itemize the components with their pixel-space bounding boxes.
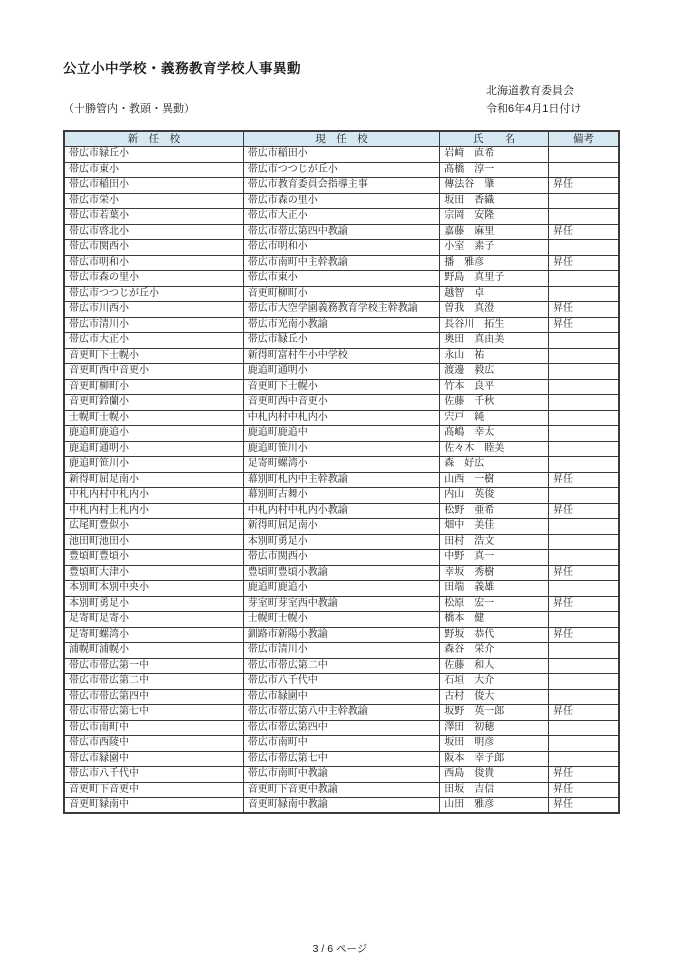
table-cell: 曽我 真澄 (440, 302, 549, 318)
table-cell: 音更町下音更中教諭 (243, 782, 439, 798)
table-cell: 帯広市西陵中 (64, 736, 243, 752)
table-row (64, 348, 619, 364)
table-cell: 帯広市帯広第二中 (64, 674, 243, 690)
table-cell: 昇任 (548, 317, 619, 333)
table-row (64, 317, 619, 333)
table-cell: 豊頃町豊頃小 (64, 550, 243, 566)
table-cell (548, 193, 619, 209)
table-cell: 新得町屈足南小 (64, 472, 243, 488)
table-row (64, 426, 619, 442)
table-cell: 昇任 (548, 224, 619, 240)
table-cell (548, 426, 619, 442)
table-row (64, 488, 619, 504)
table-row (64, 782, 619, 798)
table-cell: 中野 真一 (440, 550, 549, 566)
table-row (64, 798, 619, 814)
effective-date: 令和6年4月1日付け (486, 103, 582, 115)
table-cell (548, 333, 619, 349)
table-cell: 音更町下音更中 (64, 782, 243, 798)
column-header: 氏 名 (440, 131, 549, 147)
table-cell: 宍戸 純 (440, 410, 549, 426)
table-cell: 佐々木 睦美 (440, 441, 549, 457)
table-cell: 帯広市栄小 (64, 193, 243, 209)
table-row (64, 581, 619, 597)
table-cell: 鹿追町鹿追小 (243, 581, 439, 597)
table-cell: 野坂 恭代 (440, 627, 549, 643)
table-cell: 帯広市明和小 (243, 240, 439, 256)
table-row (64, 379, 619, 395)
table-row (64, 271, 619, 287)
table-cell: 昇任 (548, 178, 619, 194)
table-cell (548, 534, 619, 550)
table-cell: 新得町屈足南小 (243, 519, 439, 535)
table-row (64, 255, 619, 271)
table-cell (548, 286, 619, 302)
table-cell: 帯広市緑丘小 (243, 333, 439, 349)
table-cell: 越智 卓 (440, 286, 549, 302)
table-cell: 渡邊 毅広 (440, 364, 549, 380)
table-cell: 鹿追町笹川小 (64, 457, 243, 473)
table-cell: 帯広市つつじが丘小 (64, 286, 243, 302)
table-cell: 帯広市森の里小 (243, 193, 439, 209)
table-cell: 帯広市稲田小 (243, 147, 439, 163)
table-cell: 帯広市教育委員会指導主事 (243, 178, 439, 194)
table-cell: 帯広市帯広第四中教諭 (243, 224, 439, 240)
table-cell: 田端 義雄 (440, 581, 549, 597)
table-row (64, 364, 619, 380)
table-cell: 中札内村中札内小教諭 (243, 503, 439, 519)
table-row (64, 519, 619, 535)
table-cell: 芽室町芽室西中教諭 (243, 596, 439, 612)
table-cell: 石垣 大介 (440, 674, 549, 690)
table-cell: 昇任 (548, 255, 619, 271)
table-cell: 傳法谷 肇 (440, 178, 549, 194)
table-cell: 音更町下士幌小 (243, 379, 439, 395)
table-cell: 鹿追町鹿追中 (243, 426, 439, 442)
table-row (64, 503, 619, 519)
table-cell: 豊頃町大津小 (64, 565, 243, 581)
table-row (64, 441, 619, 457)
table-cell: 内山 英俊 (440, 488, 549, 504)
table-cell: 帯広市緑園中 (64, 751, 243, 767)
table-cell (548, 364, 619, 380)
table-cell: 音更町西中音更小 (64, 364, 243, 380)
table-cell: 帯広市関西小 (64, 240, 243, 256)
table-cell (548, 457, 619, 473)
table-cell (548, 209, 619, 225)
table-cell: 鹿追町通明小 (64, 441, 243, 457)
table-cell (548, 271, 619, 287)
table-cell (548, 240, 619, 256)
table-row (64, 751, 619, 767)
table-cell: 岩﨑 直希 (440, 147, 549, 163)
table-cell: 帯広市帯広第一中 (64, 658, 243, 674)
table-cell: 帯広市八千代中 (243, 674, 439, 690)
table-cell: 足寄町螺湾小 (64, 627, 243, 643)
table-cell: 坂田 香織 (440, 193, 549, 209)
table-row (64, 534, 619, 550)
table-cell: 池田町池田小 (64, 534, 243, 550)
table-cell: 古村 俊大 (440, 689, 549, 705)
table-cell: 帯広市南町中教諭 (243, 767, 439, 783)
table-cell: 帯広市東小 (64, 162, 243, 178)
table-cell: 帯広市清川小 (64, 317, 243, 333)
table-cell: 宗岡 安隆 (440, 209, 549, 225)
table-row (64, 612, 619, 628)
table-cell: 坂田 明彦 (440, 736, 549, 752)
table-cell: 帯広市関西小 (243, 550, 439, 566)
table-cell: 佐藤 千秋 (440, 395, 549, 411)
table-cell (548, 379, 619, 395)
table-cell: 西島 俊貴 (440, 767, 549, 783)
table-cell: 音更町鈴蘭小 (64, 395, 243, 411)
table-row (64, 643, 619, 659)
table-cell: 中札内村中札内小 (64, 488, 243, 504)
table-cell: 士幌町士幌小 (243, 612, 439, 628)
table-cell: 昇任 (548, 472, 619, 488)
table-row (64, 457, 619, 473)
table-row (64, 720, 619, 736)
table-cell: 帯広市帯広第七中 (243, 751, 439, 767)
table-cell (548, 736, 619, 752)
table-row (64, 193, 619, 209)
issuing-organization: 北海道教育委員会 (486, 85, 574, 97)
table-cell: 帯広市南町中主幹教諭 (243, 255, 439, 271)
table-cell: 山西 一樹 (440, 472, 549, 488)
table-cell: 音更町西中音更小 (243, 395, 439, 411)
table-cell: 松原 宏一 (440, 596, 549, 612)
table-cell: 帯広市大正小 (243, 209, 439, 225)
table-cell: 昇任 (548, 798, 619, 814)
table-cell: 帯広市森の里小 (64, 271, 243, 287)
table-cell (548, 348, 619, 364)
table-cell: 音更町下士幌小 (64, 348, 243, 364)
table-cell: 帯広市帯広第二中 (243, 658, 439, 674)
table-row (64, 147, 619, 163)
table-cell: 帯広市南町中 (64, 720, 243, 736)
table-cell: 帯広市帯広第四中 (64, 689, 243, 705)
table-row (64, 302, 619, 318)
table-cell (548, 519, 619, 535)
table-cell: 鹿追町鹿追小 (64, 426, 243, 442)
table-row (64, 658, 619, 674)
table-cell: 松野 亜希 (440, 503, 549, 519)
table-cell: 帯広市緑園中 (243, 689, 439, 705)
table-row (64, 178, 619, 194)
table-cell: 豊頃町豊頃小教諭 (243, 565, 439, 581)
table-cell: 畑中 美佳 (440, 519, 549, 535)
table-cell: 坂野 英一郎 (440, 705, 549, 721)
table-cell (548, 612, 619, 628)
table-row (64, 224, 619, 240)
table-cell: 浦幌町浦幌小 (64, 643, 243, 659)
document-scope: （十勝管内・教頭・異動） (63, 103, 195, 115)
table-cell: 帯広市つつじが丘小 (243, 162, 439, 178)
table-row (64, 209, 619, 225)
table-cell: 昇任 (548, 782, 619, 798)
table-cell: 音更町柳町小 (64, 379, 243, 395)
table-cell: 昇任 (548, 705, 619, 721)
table-row (64, 674, 619, 690)
table-cell: 幕別町古舞小 (243, 488, 439, 504)
table-cell: 野島 真里子 (440, 271, 549, 287)
page-number: 3 / 6 ページ (312, 943, 368, 955)
table-cell: 帯広市稲田小 (64, 178, 243, 194)
table-cell: 森 好広 (440, 457, 549, 473)
table-cell: 音更町緑南中 (64, 798, 243, 814)
table-row (64, 472, 619, 488)
column-header: 現 任 校 (243, 131, 439, 147)
table-cell: 中札内村上札内小 (64, 503, 243, 519)
column-header: 新 任 校 (64, 131, 243, 147)
table-cell: 帯広市清川小 (243, 643, 439, 659)
table-cell: 新得町富村牛小中学校 (243, 348, 439, 364)
table-row (64, 410, 619, 426)
table-cell: 帯広市帯広第四中 (243, 720, 439, 736)
table-row (64, 565, 619, 581)
table-cell: 釧路市新陽小教諭 (243, 627, 439, 643)
table-row (64, 627, 619, 643)
table-cell: 中札内村中札内小 (243, 410, 439, 426)
table-cell (548, 720, 619, 736)
table-cell: 足寄町螺湾小 (243, 457, 439, 473)
table-cell: 播 雅彦 (440, 255, 549, 271)
table-cell (548, 395, 619, 411)
table-cell: 帯広市啓北小 (64, 224, 243, 240)
table-cell (548, 550, 619, 566)
table-cell (548, 147, 619, 163)
table-cell: 鹿追町笹川小 (243, 441, 439, 457)
table-cell: 昇任 (548, 565, 619, 581)
table-cell: 本別町本別中央小 (64, 581, 243, 597)
table-row (64, 395, 619, 411)
table-cell: 帯広市八千代中 (64, 767, 243, 783)
table-cell: 昇任 (548, 627, 619, 643)
table-cell: 帯広市明和小 (64, 255, 243, 271)
table-cell: 帯広市東小 (243, 271, 439, 287)
table-cell: 田坂 吉信 (440, 782, 549, 798)
table-cell (548, 162, 619, 178)
table-cell: 澤田 初穂 (440, 720, 549, 736)
table-cell: 山田 雅彦 (440, 798, 549, 814)
table-row (64, 705, 619, 721)
table-cell: 音更町柳町小 (243, 286, 439, 302)
table-cell: 鹿追町通明小 (243, 364, 439, 380)
table-cell: 幕別町札内中主幹教諭 (243, 472, 439, 488)
table-cell: 橋本 健 (440, 612, 549, 628)
table-cell: 帯広市光南小教諭 (243, 317, 439, 333)
table-cell: 本別町勇足小 (64, 596, 243, 612)
table-cell: 足寄町足寄小 (64, 612, 243, 628)
table-cell (548, 488, 619, 504)
table-cell (548, 751, 619, 767)
table-row (64, 736, 619, 752)
table-cell: 竹本 良平 (440, 379, 549, 395)
table-cell: 士幌町士幌小 (64, 410, 243, 426)
table-row (64, 240, 619, 256)
column-header: 備考 (548, 131, 619, 147)
table-row (64, 550, 619, 566)
table-cell: 帯広市大正小 (64, 333, 243, 349)
table-cell (548, 581, 619, 597)
table-cell: 佐藤 和人 (440, 658, 549, 674)
table-row (64, 767, 619, 783)
table-cell: 森谷 栄介 (440, 643, 549, 659)
table-cell: 昇任 (548, 767, 619, 783)
table-cell: 昇任 (548, 503, 619, 519)
table-cell (548, 658, 619, 674)
table-cell: 髙嶋 幸太 (440, 426, 549, 442)
table-cell: 昇任 (548, 596, 619, 612)
table-cell: 嘉藤 麻里 (440, 224, 549, 240)
table-cell: 帯広市帯広第七中 (64, 705, 243, 721)
table-cell (548, 643, 619, 659)
document-title: 公立小中学校・義務教育学校人事異動 (63, 61, 301, 76)
table-row (64, 286, 619, 302)
table-cell (548, 410, 619, 426)
table-cell: 永山 祐 (440, 348, 549, 364)
personnel-table (63, 130, 620, 814)
table-cell: 髙橋 淳一 (440, 162, 549, 178)
table-row (64, 689, 619, 705)
table-cell: 幸坂 秀樹 (440, 565, 549, 581)
table-cell: 長谷川 拓生 (440, 317, 549, 333)
table-row (64, 333, 619, 349)
table-cell: 音更町緑南中教諭 (243, 798, 439, 814)
table-header-row (64, 131, 619, 147)
table-cell: 帯広市緑丘小 (64, 147, 243, 163)
table-cell: 小室 素子 (440, 240, 549, 256)
table-cell (548, 674, 619, 690)
table-cell: 帯広市南町中 (243, 736, 439, 752)
table-row (64, 162, 619, 178)
table-cell: 帯広市大空学園義務教育学校主幹教諭 (243, 302, 439, 318)
table-cell: 帯広市川西小 (64, 302, 243, 318)
table-cell (548, 689, 619, 705)
table-cell: 広尾町豊似小 (64, 519, 243, 535)
table-cell: 帯広市若葉小 (64, 209, 243, 225)
table-cell: 昇任 (548, 302, 619, 318)
table-cell: 奥田 真由美 (440, 333, 549, 349)
table-cell: 田村 浩文 (440, 534, 549, 550)
table-cell: 本別町勇足小 (243, 534, 439, 550)
table-cell (548, 441, 619, 457)
table-cell: 阪本 幸子郎 (440, 751, 549, 767)
table-cell: 帯広市帯広第八中主幹教諭 (243, 705, 439, 721)
table-row (64, 596, 619, 612)
